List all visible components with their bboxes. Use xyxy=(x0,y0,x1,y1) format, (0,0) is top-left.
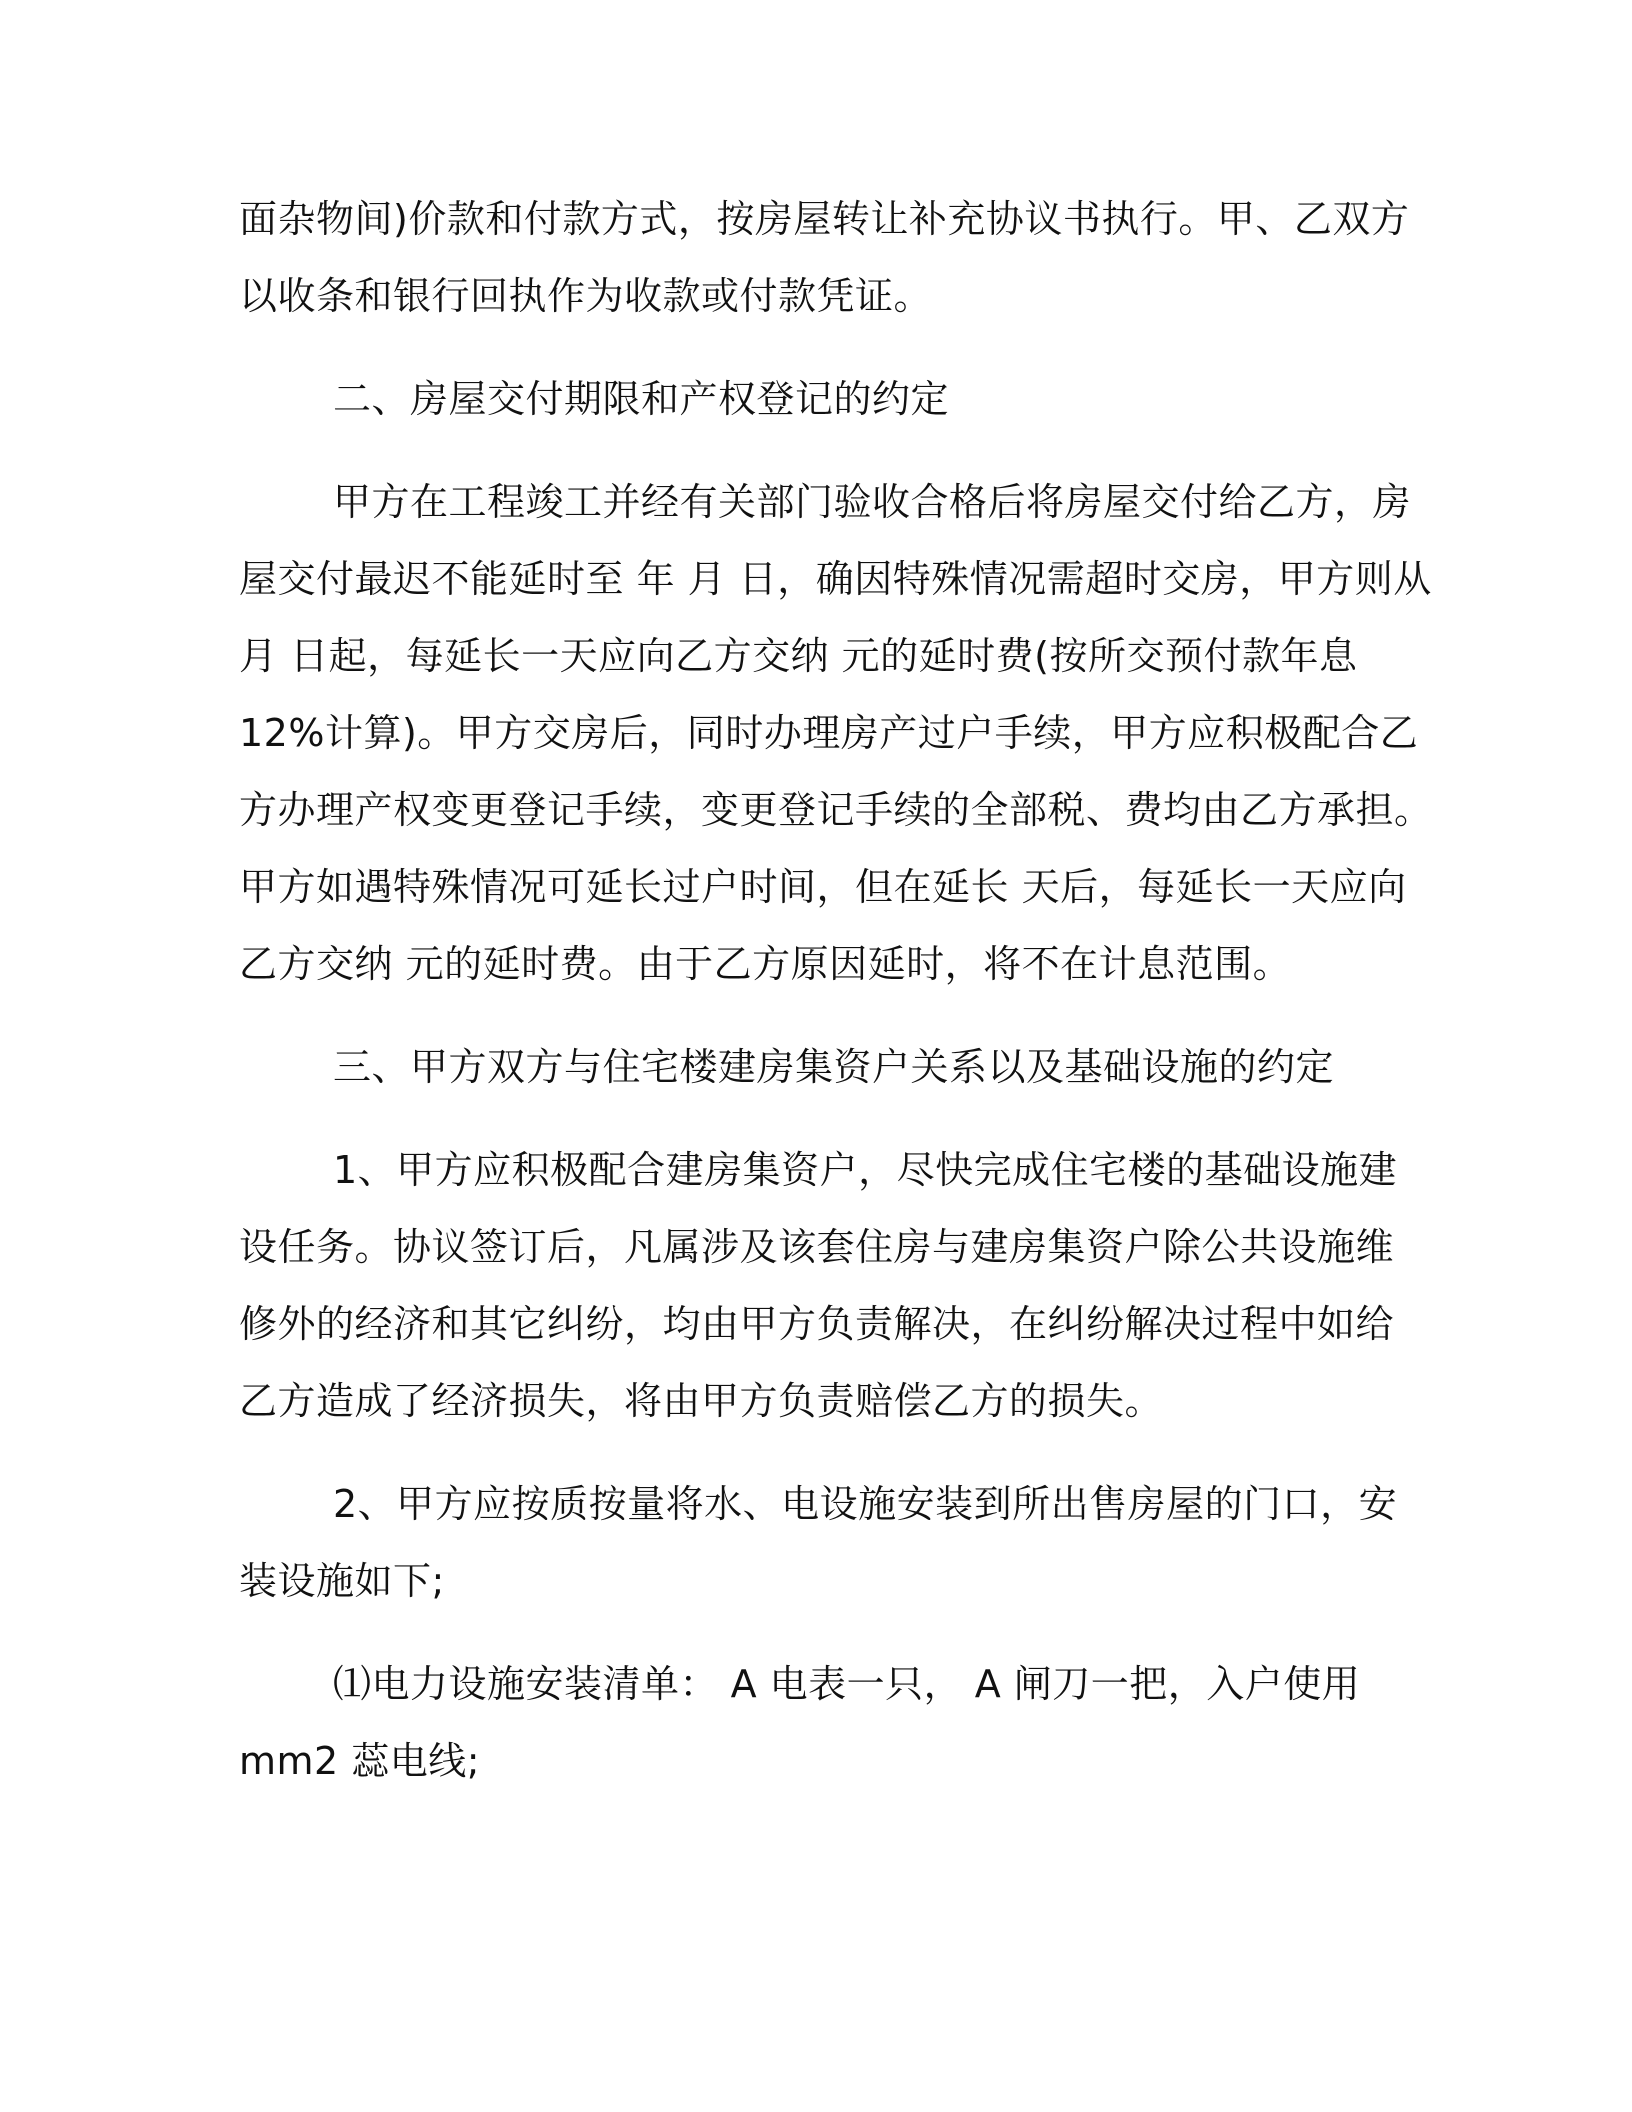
text-line: ⑴电力设施安装清单： A 电表一只， A 闸刀一把，入户使用 xyxy=(333,1662,1361,1706)
text-line: 修外的经济和其它纠纷，均由甲方负责解决，在纠纷解决过程中如给 xyxy=(239,1302,1395,1346)
text-line: 乙方交纳 元的延时费。由于乙方原因延时，将不在计息范围。 xyxy=(239,942,1292,986)
text-line: 甲方在工程竣工并经有关部门验收合格后将房屋交付给乙方，房 xyxy=(333,480,1412,524)
text-line: 月 日起，每延长一天应向乙方交纳 元的延时费(按所交预付款年息 xyxy=(239,634,1358,678)
text-line: mm2 蕊电线; xyxy=(239,1739,481,1783)
text-line: 2、甲方应按质按量将水、电设施安装到所出售房屋的门口，安 xyxy=(333,1482,1398,1526)
text-line: 方办理产权变更登记手续，变更登记手续的全部税、费均由乙方承担。 xyxy=(239,788,1433,832)
text-line: 乙方造成了经济损失，将由甲方负责赔偿乙方的损失。 xyxy=(239,1379,1164,1423)
text-line: 1、甲方应积极配合建房集资户，尽快完成住宅楼的基础设施建 xyxy=(333,1148,1398,1192)
text-line: 屋交付最迟不能延时至 年 月 日，确因特殊情况需超时交房，甲方则从 xyxy=(239,557,1432,601)
text-line: 甲方如遇特殊情况可延长过户时间，但在延长 天后，每延长一天应向 xyxy=(239,865,1407,909)
text-line: 12%计算)。甲方交房后，同时办理房产过户手续，甲方应积极配合乙 xyxy=(239,711,1419,755)
section-heading: 三、甲方双方与住宅楼建房集资户关系以及基础设施的约定 xyxy=(333,1045,1335,1089)
text-line: 以收条和银行回执作为收款或付款凭证。 xyxy=(239,274,933,318)
text-line: 设任务。协议签订后，凡属涉及该套住房与建房集资户除公共设施维 xyxy=(239,1225,1395,1269)
section-heading: 二、房屋交付期限和产权登记的约定 xyxy=(333,377,950,421)
text-line: 装设施如下; xyxy=(239,1559,445,1603)
text-line: 面杂物间)价款和付款方式，按房屋转让补充协议书执行。甲、乙双方 xyxy=(239,197,1410,241)
